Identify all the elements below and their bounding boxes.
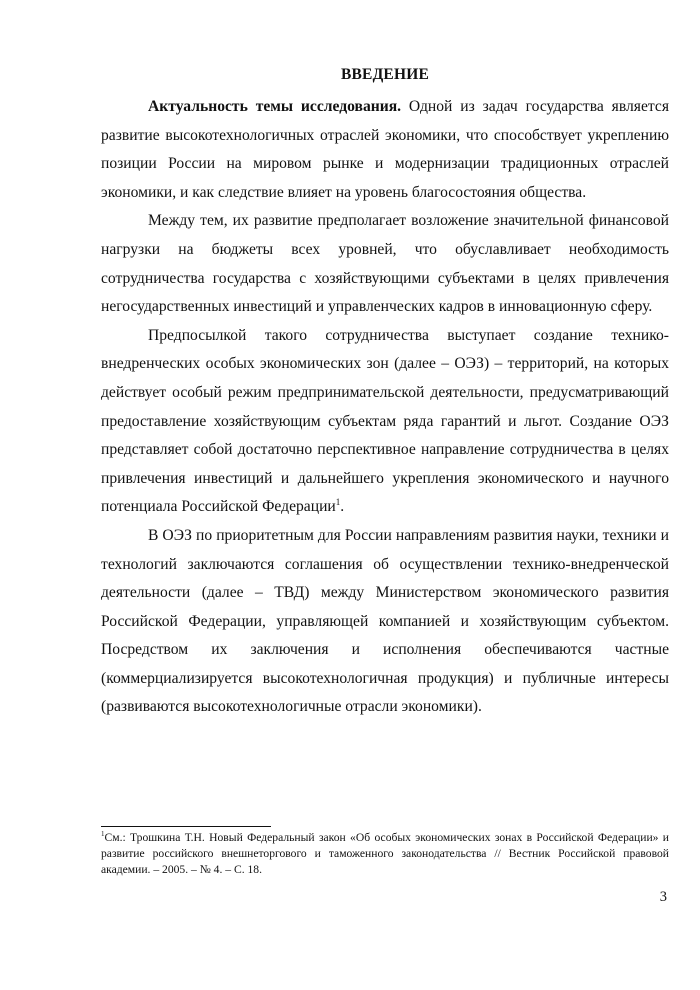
paragraph-text-end: . [340, 498, 345, 516]
page-title: ВВЕДЕНИЕ [340, 66, 430, 83]
footnote-marker: 1 [101, 830, 105, 838]
footnote [101, 830, 669, 877]
paragraph-sez [101, 322, 669, 522]
paragraph-text: Предпосылкой такого сотрудничества выступает создание технико-внедренческих особых экономических зон (далее – ОЭЗ) – территорий, на которых действует особый режим предпринимательской деятельности, предусматривающий предоставление хозяйствующим субъектам ряда гарантий и льгот. Создание ОЭЗ представляет собой достаточно перспективное направление сотрудничества в целях привлечения инвестиций и дальнейшего укрепления экономического и научного потенциала Российской Федерации [101, 326, 669, 516]
paragraph-agreements [101, 522, 669, 722]
paragraph-relevance [101, 93, 669, 207]
footnote-reference: 1 [335, 497, 341, 508]
paragraph-text: Одной из задач государства является развитие высокотехнологичных отраслей экономики, что способствует укреплению позиции России на мировом рынке и модернизации традиционных отраслей экономики, и как следствие влияет на уровень благосостояния общества. [101, 98, 669, 201]
paragraph-text: В ОЭЗ по приоритетным для России направлениям развития науки, техники и технологий заключаются соглашения об осуществлении технико-внедренческой деятельности (далее – ТВД) между Министерством экономического развития Российской Федерации, управляющей компанией и хозяйствующим субъектом. Посредством их заключения и исполнения обеспечиваются частные (коммерциализируется высокотехнологичная продукция) и публичные интересы (развиваются высокотехнологичные отрасли экономики). [101, 526, 669, 716]
paragraph-budget [101, 207, 669, 321]
page-number: 3 [659, 889, 667, 905]
paragraph-text: Между тем, их развитие предполагает возложение значительной финансовой нагрузки на бюджеты всех уровней, что обуславливает необходимость сотрудничества государства с хозяйствующими субъектами в целях привлечения негосударственных инвестиций и управленческих кадров в инновационную сферу. [101, 212, 669, 316]
paragraph-lead: Актуальность темы исследования. [148, 98, 402, 115]
page-body [101, 58, 669, 722]
footnote-text: См.: Трошкина Т.Н. Новый Федеральный закон «Об особых экономических зонах в Российской Федерации» и развитие российского внешнеторгового и таможенного законодательства // Вестник Российской правовой академии. – 2005. – № 4. – С. 18. [101, 831, 669, 876]
footnote-separator [101, 826, 271, 827]
